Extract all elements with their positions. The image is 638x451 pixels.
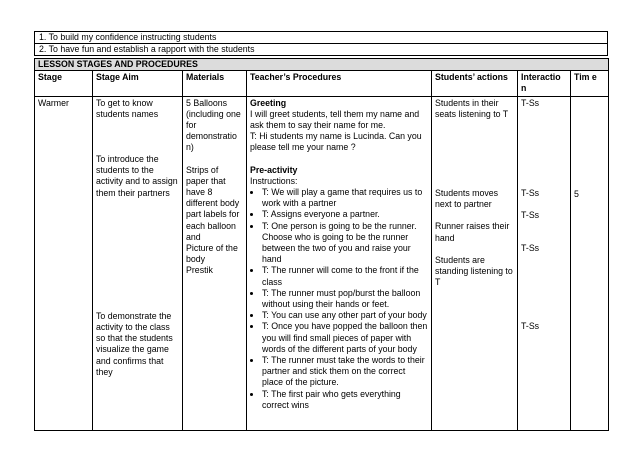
instruction-item: • T: The runner must pop/burst the balloon without using their hands or feet.: [262, 288, 428, 310]
materials-cell: [183, 96, 247, 430]
action-4: Students are standing listening to T: [435, 254, 513, 288]
stage-aim-cell: [93, 96, 183, 430]
header-materials: Materials: [183, 71, 247, 96]
header-students-actions: Students’ actions: [432, 71, 518, 96]
stage-cell: Warmer: [35, 96, 93, 430]
instruction-item: • T: We will play a game that requires us to work with a partner: [262, 187, 428, 209]
material-3: Picture of the body: [186, 243, 238, 265]
goal-2: 2. To have fun and establish a rapport with the students: [35, 44, 608, 56]
aim-3: To demonstrate the activity to the class so that the students visualize the game and confirms that they: [96, 310, 173, 377]
header-interaction: Interactio n: [518, 71, 571, 96]
instruction-item: • T: The runner must take the words to their partner and stick them on the correct place of the picture.: [262, 355, 428, 389]
interaction-3: T-Ss: [521, 210, 540, 221]
goal-1: 1. To build my confidence instructing students: [35, 32, 608, 44]
material-1: 5 Balloons (including one for demonstratio n): [186, 97, 241, 153]
header-time: Tim e: [571, 71, 609, 96]
header-stage-aim: Stage Aim: [93, 71, 183, 96]
students-actions-cell: [432, 96, 518, 430]
interaction-cell: [518, 96, 571, 430]
interaction-4: T-Ss: [521, 243, 540, 254]
instruction-item: • T: You can use any other part of your body: [262, 310, 428, 321]
action-1: Students in their seats listening to T: [435, 97, 509, 119]
goals-table: [34, 31, 608, 56]
preactivity-title: Pre-activity: [250, 164, 298, 175]
time-value: 5: [574, 188, 579, 199]
header-stage: Stage: [35, 71, 93, 96]
instruction-item: • T: Once you have popped the balloon then you will find small pieces of paper with words of the different parts of your body: [262, 321, 428, 355]
section-title: LESSON STAGES AND PROCEDURES: [35, 59, 609, 71]
action-3: Runner raises their hand: [435, 221, 510, 243]
instruction-item: • T: One person is going to be the runner. Choose who is going to be the runner between the two of you and raise your hand: [262, 221, 428, 266]
aim-2: To introduce the students to the activity and to assign them their partners: [96, 154, 178, 198]
instruction-item: • T: The first pair who gets everything correct wins: [262, 389, 428, 411]
instruction-item: • T: Assigns everyone a partner.: [262, 209, 428, 220]
header-teacher-procedures: Teacher’s Procedures: [247, 71, 432, 96]
interaction-5: T-Ss: [521, 321, 540, 332]
material-4: Prestik: [186, 265, 213, 276]
instructions-label: Instructions:: [250, 175, 298, 186]
greeting-title: Greeting: [250, 97, 287, 108]
time-cell: [571, 96, 609, 430]
greeting-text: I will greet students, tell them my name and ask them to say their name for me.: [250, 108, 420, 131]
material-2: Strips of paper that have 8 different body part labels for each balloon and: [186, 164, 240, 242]
instruction-item: • T: The runner will come to the front if the class: [262, 265, 428, 287]
interaction-2: T-Ss: [521, 187, 540, 198]
lesson-stages-table: [34, 58, 609, 431]
action-2: Students moves next to partner: [435, 188, 499, 210]
greeting-line2: T: Hi students my name is Lucinda. Can you please tell me your name ?: [250, 131, 422, 153]
aim-1: To get to know students names: [96, 97, 159, 119]
instruction-list: [250, 187, 428, 411]
teacher-procedures-cell: [247, 96, 432, 430]
interaction-1: T-Ss: [521, 97, 540, 108]
